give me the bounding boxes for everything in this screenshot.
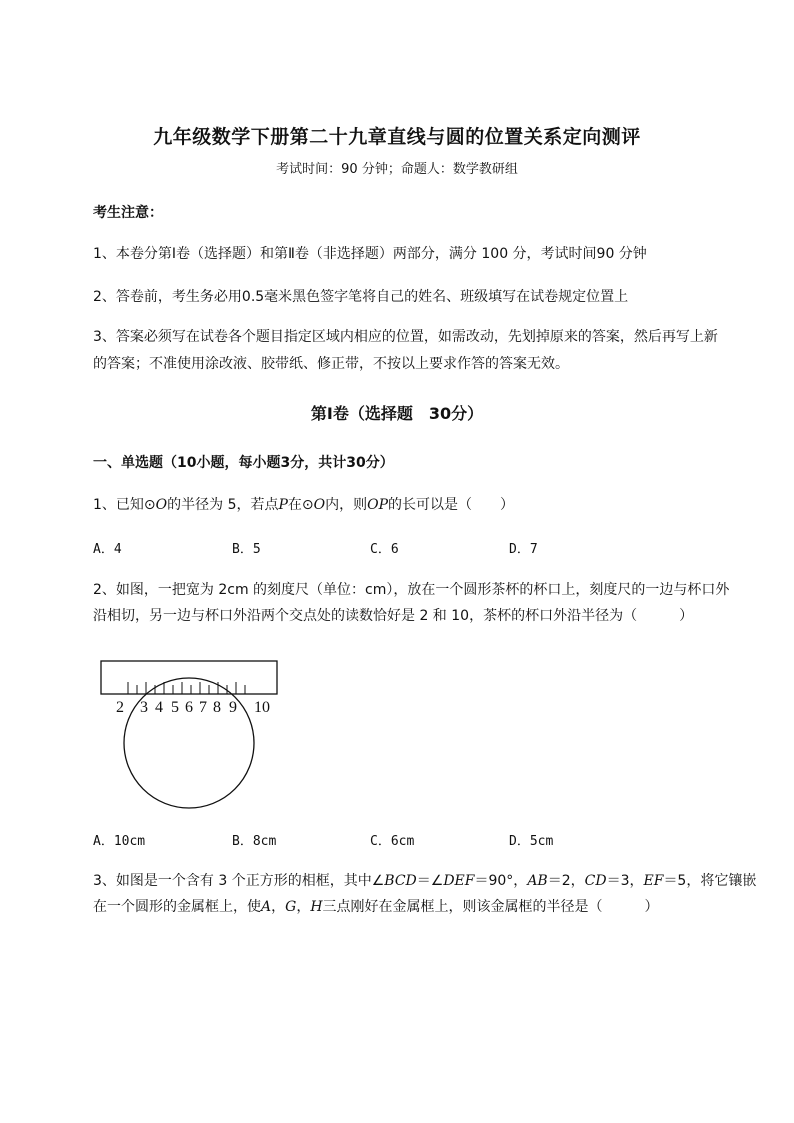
part-heading: 一、单选题（10小题，每小题3分，共计30分） — [93, 455, 394, 471]
q3-var: BCD — [384, 873, 417, 889]
q1-option-a[interactable]: A．4 — [93, 542, 122, 557]
question-1 — [93, 494, 514, 514]
reading-label: 2 — [116, 699, 124, 716]
q2-option-b[interactable]: B．8cm — [232, 834, 277, 849]
q3-var: AB — [527, 873, 548, 889]
q3-text: ， — [271, 899, 286, 915]
q2-option-d[interactable]: D．5cm — [509, 834, 554, 849]
ruler-ticks — [128, 682, 245, 694]
q1-var: P — [278, 497, 288, 513]
section-title: 第Ⅰ卷（选择题 30分） — [310, 404, 484, 423]
q1-option-c[interactable]: C．6 — [370, 542, 399, 557]
reading-label: 4 — [155, 699, 163, 716]
notice-item-2: 2、答卷前，考生务必用0.5毫米黑色签字笔将自己的姓名、班级填写在试卷规定位置上 — [93, 289, 629, 305]
q3-var: EF — [643, 873, 664, 889]
q1-var: O — [313, 497, 326, 513]
q3-text: ＝∠ — [416, 873, 444, 889]
q2-option-c[interactable]: C．6cm — [370, 834, 415, 849]
q1-text: 1、已知⊙ — [93, 497, 156, 513]
reading-label: 9 — [229, 699, 237, 716]
q1-text: 在⊙ — [287, 497, 314, 513]
reading-label: 7 — [199, 699, 207, 716]
q3-text: ＝3， — [606, 873, 644, 889]
q3-var: G — [285, 899, 297, 915]
reading-label: 6 — [185, 699, 193, 716]
notice-item-3-line-2: 的答案；不准使用涂改液、胶带纸、修正带，不按以上要求作答的答案无效。 — [93, 356, 569, 372]
reading-label: 10 — [254, 699, 270, 716]
notice-heading: 考生注意： — [93, 205, 163, 221]
q3-var: H — [310, 899, 323, 915]
notice-item-1: 1、本卷分第Ⅰ卷（选择题）和第Ⅱ卷（非选择题）两部分，满分 100 分，考试时间90 分钟 — [93, 246, 647, 262]
q1-text: 内，则 — [325, 497, 368, 513]
question-3-line-1 — [93, 870, 756, 890]
q3-text: ＝90°， — [474, 873, 528, 889]
reading-label: 5 — [171, 699, 179, 716]
cup-rim-circle — [124, 678, 254, 808]
q3-text: 在一个圆形的金属框上，使 — [93, 899, 261, 915]
q3-text: ＝2， — [547, 873, 585, 889]
q3-var: A — [261, 899, 272, 915]
q3-text: 3、如图是一个含有 3 个正方形的相框，其中∠ — [93, 873, 385, 889]
exam-info: 考试时间：90 分钟；命题人：数学教研组 — [276, 162, 518, 177]
q1-var: O — [155, 497, 168, 513]
q1-text: 的半径为 5，若点 — [167, 497, 279, 513]
ruler-cup-figure — [95, 655, 285, 823]
question-2-line-1: 2、如图，一把宽为 2cm 的刻度尺（单位：cm），放在一个圆形茶杯的杯口上，刻度尺的一边与杯口外 — [93, 582, 730, 598]
q3-var: DEF — [443, 873, 475, 889]
q1-text: 的长可以是（ ） — [388, 497, 515, 513]
question-3-line-2 — [93, 896, 659, 916]
q3-text: ， — [296, 899, 311, 915]
q2-option-a[interactable]: A．10cm — [93, 834, 146, 849]
q1-option-b[interactable]: B．5 — [232, 542, 261, 557]
reading-label: 8 — [213, 699, 221, 716]
notice-item-3-line-1: 3、答案必须写在试卷各个题目指定区域内相应的位置，如需改动，先划掉原来的答案，然后再写上新 — [93, 329, 718, 345]
question-2-line-2: 沿相切，另一边与杯口外沿两个交点处的读数恰好是 2 和 10，茶杯的杯口外沿半径为（ ） — [93, 608, 694, 624]
q3-var: CD — [584, 873, 607, 889]
reading-label: 3 — [140, 699, 148, 716]
q1-var: OP — [367, 497, 389, 513]
q3-text: ＝5，将它镶嵌 — [663, 873, 757, 889]
q3-text: 三点刚好在金属框上，则该金属框的半径是（ ） — [322, 899, 659, 915]
q1-option-d[interactable]: D．7 — [509, 542, 538, 557]
page-title: 九年级数学下册第二十九章直线与圆的位置关系定向测评 — [153, 126, 641, 148]
